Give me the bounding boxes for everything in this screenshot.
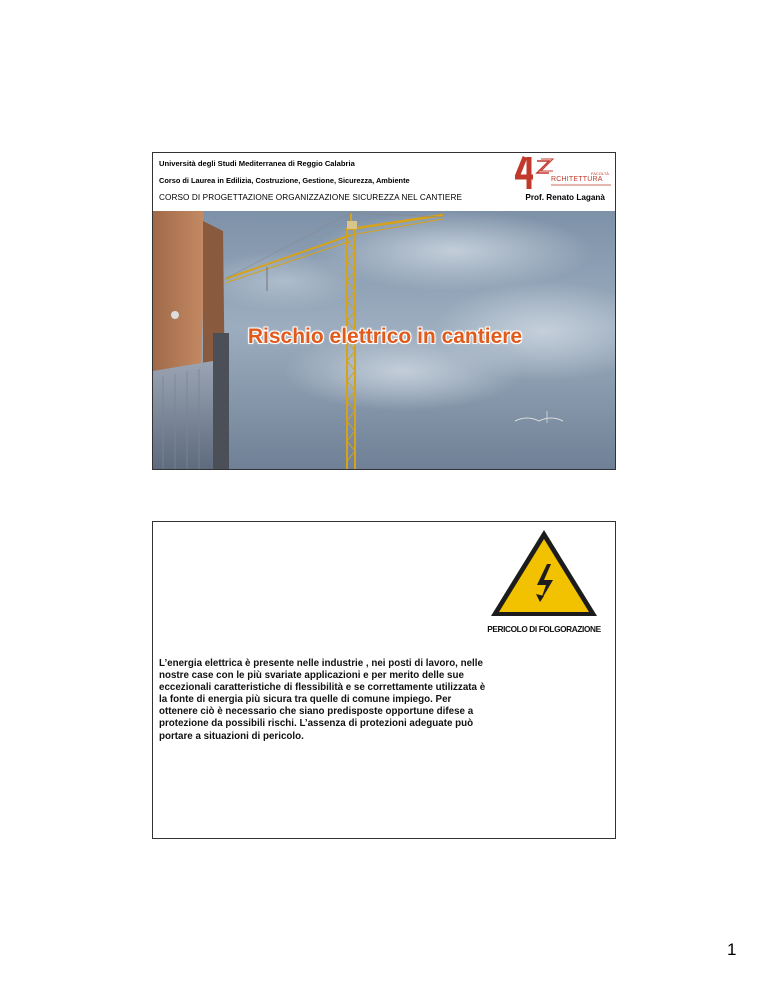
course-name: CORSO DI PROGETTAZIONE ORGANIZZAZIONE SICUREZZA NEL CANTIERE	[159, 193, 463, 202]
construction-site-photo	[153, 211, 616, 470]
slide-title: Rischio elettrico in cantiere	[247, 325, 523, 348]
logo-small-text: FACOLTÀ	[591, 171, 609, 176]
sign-label: PERICOLO DI FOLGORAZIONE	[487, 624, 601, 634]
high-voltage-warning-icon	[487, 528, 601, 624]
slide-2	[152, 521, 616, 839]
slide-header	[153, 153, 615, 211]
logo-text: RCHITETTURA	[551, 176, 603, 183]
degree-name: Corso di Laurea in Edilizia, Costruzione, Gestione, Sicurezza, Ambiente	[159, 176, 410, 185]
page-number: 1	[727, 940, 737, 959]
body-paragraph: L’energia elettrica è presente nelle industrie , nei posti di lavoro, nelle nostre case con le più svariate applicazioni e per merito delle sue eccezionali caratteristiche di flessibilità e se correttamente utilizzata è la fonte di energia più sicura tra quelle di comune impiego. Per ottenere ciò è necessario che siano predisposte opportune difese a protezione da possibili rischi. L’assenza di protezioni adeguate può portare a situazioni di pericolo.	[159, 658, 486, 742]
university-name: Università degli Studi Mediterranea di Reggio Calabria	[159, 159, 355, 168]
faculty-logo	[515, 155, 613, 191]
slide-1	[152, 152, 616, 470]
professor-name: Prof. Renato Laganà	[525, 193, 605, 202]
danger-sign	[487, 528, 601, 636]
